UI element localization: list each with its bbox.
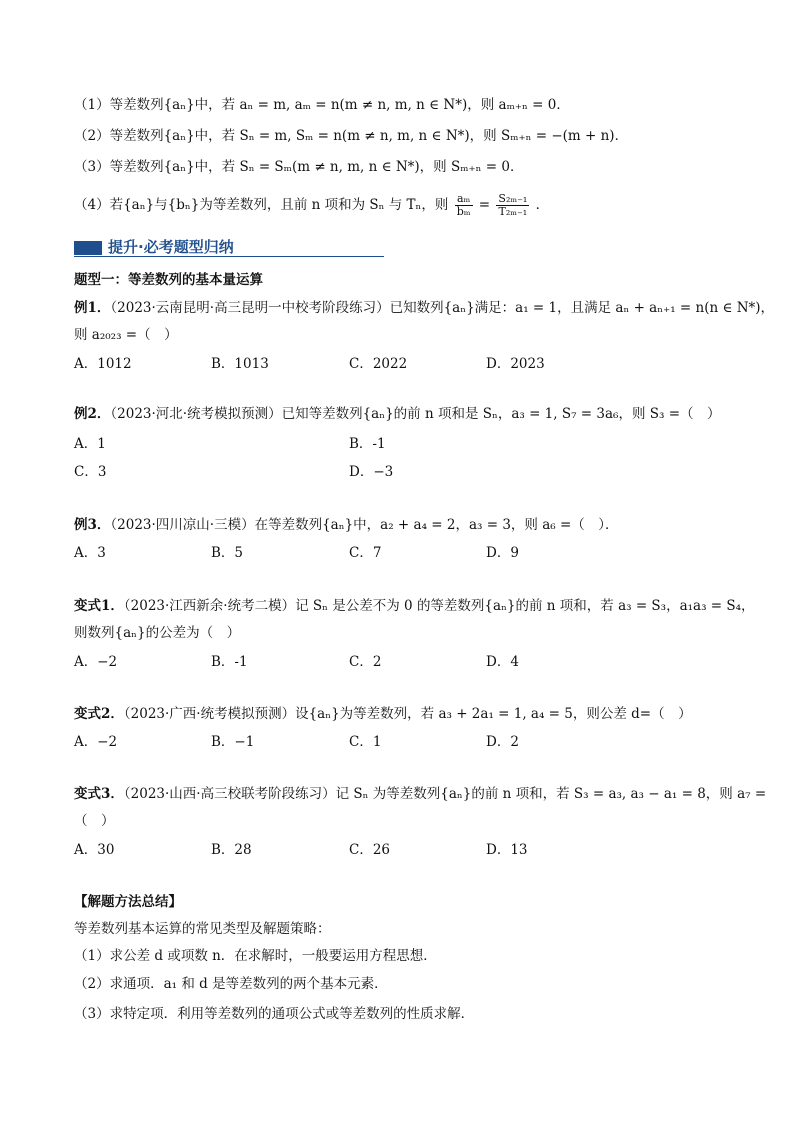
problem-4-option-b[interactable]: B．-1 [211,654,248,670]
problem-5-option-d[interactable]: D．2 [486,734,519,750]
problem-6-option-d[interactable]: D．13 [486,842,528,858]
problem-1-option-b[interactable]: B．1013 [211,356,269,372]
problem-5-option-a[interactable]: A．−2 [74,734,118,750]
problem-3-text: （2023·四川凉山·三模）在等差数列{aₙ}中，a₂ + a₄ = 2，a₃ = 3，则 a₆ =（ ）． [110,517,619,533]
problem-6-stem [74,784,766,804]
problem-2-option-d[interactable]: D．−3 [349,464,394,480]
problem-4-stem [74,596,755,616]
problem-6-stem-line2: （ ） [74,813,115,829]
problem-1-label: 例1． [74,300,111,316]
problem-2-option-b[interactable]: B．-1 [349,436,386,452]
problem-4-text: （2023·江西新余·统考二模）记 Sₙ 是公差不为 0 的等差数列{aₙ}的前 n 项和，若 a₃ = S₃，a₁a₃ = S₄， [123,598,755,614]
problem-1-option-a[interactable]: A．1012 [74,356,132,372]
problem-2-option-a[interactable]: A．1 [74,436,106,452]
problem-5-text: （2023·广西·统考模拟预测）设{aₙ}为等差数列，若 a₃ + 2a₁ = 1, a₄ = 5，则公差 d=（ ） [123,706,692,722]
property-4-text: （4）若{aₙ}与{bₙ}为等差数列，且前 n 项和为 Sₙ 与 Tₙ，则 [74,197,449,213]
problem-3-option-d[interactable]: D．9 [486,545,519,561]
summary-item-2: （2）求通项．a₁ 和 d 是等差数列的两个基本元素． [74,976,388,992]
problem-2-stem [74,404,721,424]
property-4-lhs-numerator: aₘ [455,193,473,206]
problem-2-option-c[interactable]: C．3 [74,464,107,480]
section-title: 提升·必考题型归纳 [108,238,234,256]
property-4-lhs-fraction [455,193,473,218]
summary-item-3: （3）求特定项．利用等差数列的通项公式或等差数列的性质求解． [74,1006,475,1022]
problem-4-option-d[interactable]: D．4 [486,654,519,670]
problem-6-text: （2023·山西·高三校联考阶段练习）记 Sₙ 为等差数列{aₙ}的前 n 项和，若 S₃ = a₃, a₃ − a₁ = 8，则 a₇ = [123,786,767,802]
problem-1-stem [74,298,774,318]
type-heading: 题型一：等差数列的基本量运算 [74,272,263,288]
problem-4-label: 变式1． [74,598,124,614]
problem-1-text: （2023·云南昆明·高三昆明一中校考阶段练习）已知数列{aₙ}满足：a₁ = 1，且满足 aₙ + aₙ₊₁ = n(n ∈ N*)， [110,300,775,316]
summary-item-1: （1）求公差 d 或项数 n．在求解时，一般要运用方程思想． [74,948,437,964]
property-1: （1）等差数列{aₙ}中，若 aₙ = m, aₘ = n(m ≠ n, m, n ∈ N*)，则 aₘ₊ₙ = 0． [74,97,570,113]
problem-2-label: 例2． [74,406,111,422]
problem-4-stem-line2: 则数列{aₙ}的公差为（ ） [74,625,241,641]
problem-6-label: 变式3． [74,786,124,802]
property-4 [74,193,549,218]
property-4-rhs-denominator: T₂ₘ₋₁ [498,205,528,218]
problem-4-option-a[interactable]: A．−2 [74,654,118,670]
problem-1-option-c[interactable]: C．2022 [349,356,408,372]
problem-5-label: 变式2． [74,706,124,722]
problem-6-option-c[interactable]: C．26 [349,842,391,858]
problem-3-option-a[interactable]: A．3 [74,545,106,561]
property-4-rhs-fraction [496,193,529,218]
property-4-lhs-denominator: bₘ [456,205,471,218]
problem-1-stem-line2: 则 a₂₀₂₃ =（ ） [74,327,178,343]
property-3: （3）等差数列{aₙ}中，若 Sₙ = Sₘ(m ≠ n, m, n ∈ N*)，则 Sₘ₊ₙ = 0． [74,159,524,175]
problem-6-option-a[interactable]: A．30 [74,842,115,858]
problem-5-option-c[interactable]: C．1 [349,734,382,750]
property-4-rhs-numerator: S₂ₘ₋₁ [498,192,528,205]
summary-intro: 等差数列基本运算的常见类型及解题策略： [74,921,331,937]
section-header-block-icon [74,241,102,255]
property-4-equals: = [478,197,491,213]
problem-6-option-b[interactable]: B．28 [211,842,252,858]
section-underline [74,256,384,257]
problem-1-option-d[interactable]: D．2023 [486,356,545,372]
problem-3-option-b[interactable]: B．5 [211,545,244,561]
problem-2-text: （2023·河北·统考模拟预测）已知等差数列{aₙ}的前 n 项和是 Sₙ，a₃ = 1, S₇ = 3a₆，则 S₃ =（ ） [110,406,721,422]
problem-3-stem [74,515,619,535]
section-header [74,236,384,258]
problem-5-stem [74,704,692,724]
problem-4-option-c[interactable]: C．2 [349,654,382,670]
problem-5-option-b[interactable]: B．−1 [211,734,255,750]
problem-3-option-c[interactable]: C．7 [349,545,382,561]
summary-title: 【解题方法总结】 [74,894,182,910]
property-2: （2）等差数列{aₙ}中，若 Sₙ = m, Sₘ = n(m ≠ n, m, n ∈ N*)，则 Sₘ₊ₙ = −(m + n)． [74,128,629,144]
problem-3-label: 例3． [74,517,111,533]
property-4-end: ． [535,197,550,213]
